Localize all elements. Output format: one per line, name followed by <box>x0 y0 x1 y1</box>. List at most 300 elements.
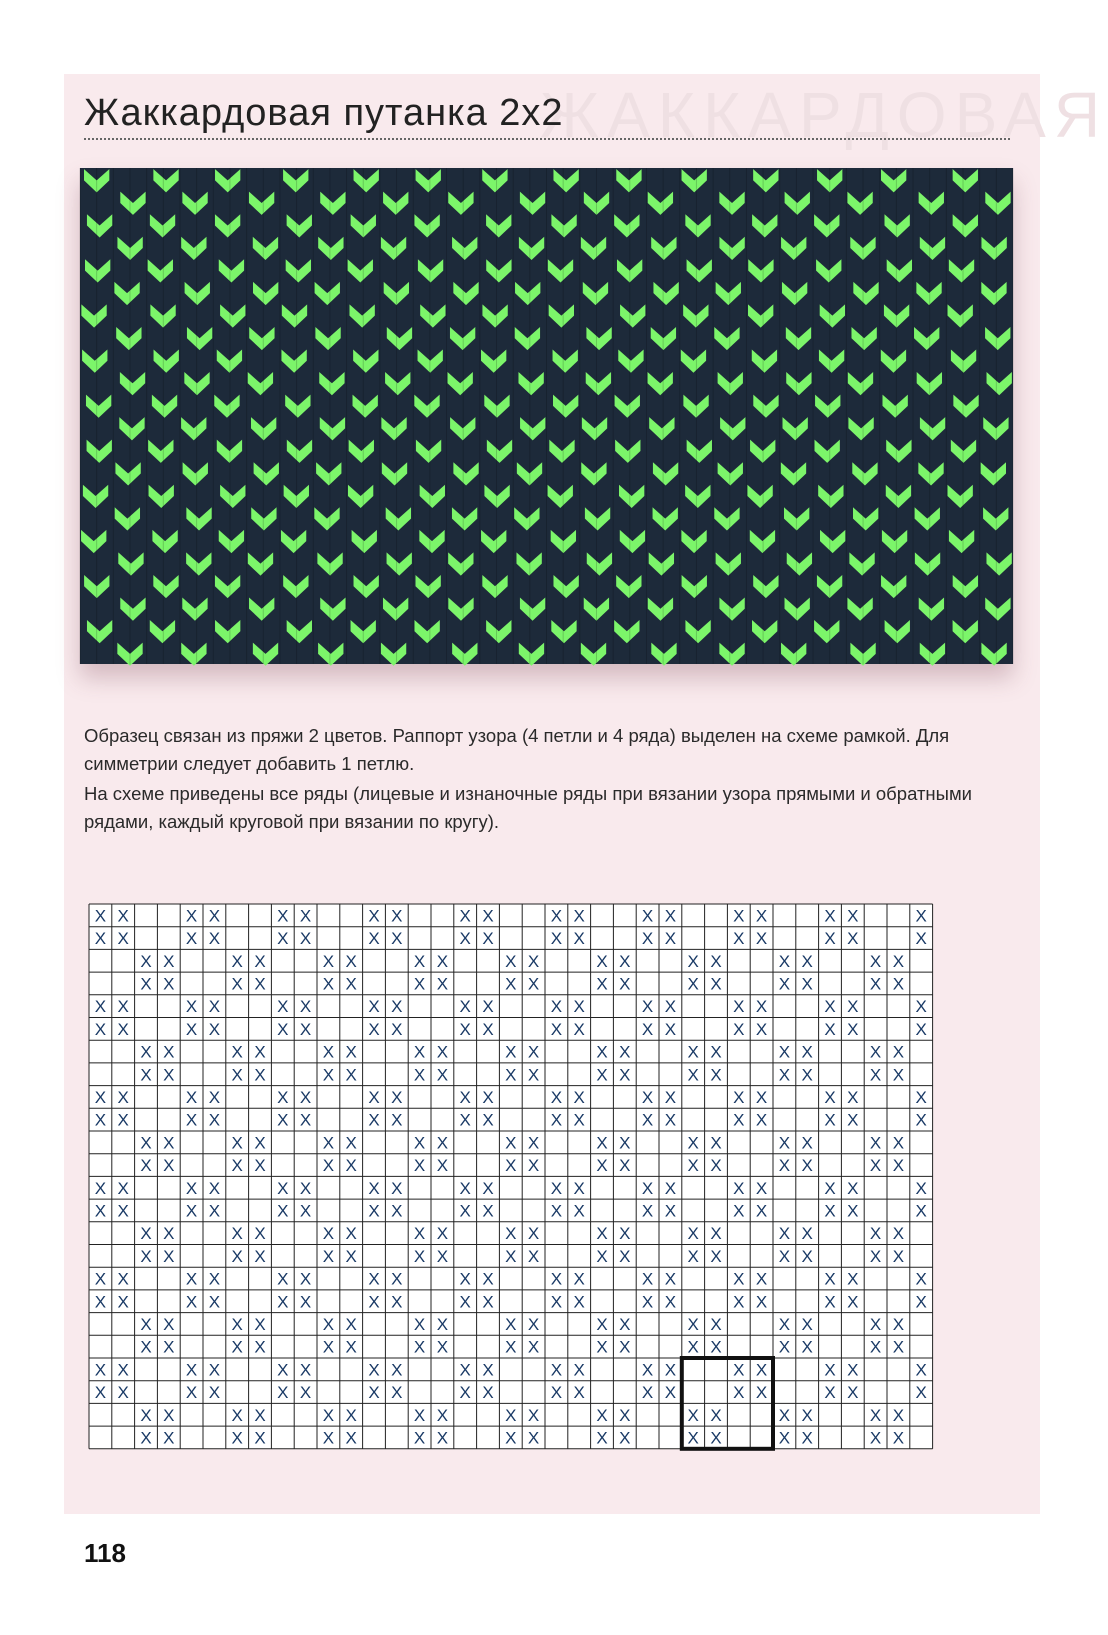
stitch-symbol-x: X <box>573 906 585 926</box>
stitch-symbol-x: X <box>892 1224 905 1244</box>
stitch-symbol-x: X <box>733 1019 745 1039</box>
stitch-symbol-x: X <box>482 1178 494 1198</box>
stitch-symbol-x: X <box>778 1042 791 1062</box>
stitch-symbol-x: X <box>163 1405 175 1425</box>
stitch-symbol-x: X <box>755 1110 768 1130</box>
stitch-symbol-x: X <box>801 1405 813 1425</box>
stitch-symbol-x: X <box>436 1156 449 1176</box>
stitch-symbol-x: X <box>664 1110 677 1130</box>
stitch-symbol-x: X <box>345 1156 357 1176</box>
stitch-symbol-x: X <box>892 1246 905 1266</box>
stitch-symbol-x: X <box>641 1019 654 1039</box>
stitch-symbol-x: X <box>824 1087 836 1107</box>
stitch-symbol-x: X <box>436 1065 449 1085</box>
stitch-symbol-x: X <box>185 929 198 949</box>
stitch-symbol-x: X <box>505 974 517 994</box>
stitch-symbol-x: X <box>140 1337 152 1357</box>
stitch-symbol-x: X <box>94 1383 107 1403</box>
stitch-symbol-x: X <box>94 1019 107 1039</box>
stitch-symbol-x: X <box>824 1292 836 1312</box>
stitch-symbol-x: X <box>733 1201 745 1221</box>
stitch-symbol-x: X <box>892 974 905 994</box>
stitch-symbol-x: X <box>368 1110 380 1130</box>
stitch-symbol-x: X <box>550 997 563 1017</box>
stitch-symbol-x: X <box>436 1224 449 1244</box>
stitch-symbol-x: X <box>94 906 107 926</box>
stitch-symbol-x: X <box>368 1178 380 1198</box>
stitch-symbol-x: X <box>687 1428 699 1448</box>
stitch-symbol-x: X <box>573 1087 585 1107</box>
stitch-symbol-x: X <box>755 906 768 926</box>
stitch-symbol-x: X <box>733 929 745 949</box>
stitch-symbol-x: X <box>573 1269 585 1289</box>
stitch-symbol-x: X <box>482 1269 494 1289</box>
stitch-symbol-x: X <box>391 906 403 926</box>
stitch-symbol-x: X <box>482 929 494 949</box>
stitch-symbol-x: X <box>527 1065 540 1085</box>
stitch-symbol-x: X <box>710 1428 722 1448</box>
stitch-symbol-x: X <box>847 1269 859 1289</box>
stitch-symbol-x: X <box>596 1314 608 1334</box>
stitch-symbol-x: X <box>391 929 403 949</box>
stitch-symbol-x: X <box>550 929 563 949</box>
stitch-symbol-x: X <box>163 974 175 994</box>
stitch-symbol-x: X <box>459 1019 471 1039</box>
stitch-symbol-x: X <box>824 1019 836 1039</box>
stitch-symbol-x: X <box>550 1110 563 1130</box>
stitch-symbol-x: X <box>322 1224 335 1244</box>
stitch-symbol-x: X <box>413 1156 426 1176</box>
stitch-symbol-x: X <box>208 1383 221 1403</box>
stitch-symbol-x: X <box>208 1269 221 1289</box>
stitch-symbol-x: X <box>733 1087 745 1107</box>
stitch-symbol-x: X <box>664 1360 677 1380</box>
stitch-symbol-x: X <box>459 1269 471 1289</box>
stitch-symbol-x: X <box>596 1133 608 1153</box>
stitch-symbol-x: X <box>391 997 403 1017</box>
stitch-symbol-x: X <box>892 951 905 971</box>
stitch-symbol-x: X <box>163 1065 175 1085</box>
stitch-symbol-x: X <box>208 1019 221 1039</box>
stitch-symbol-x: X <box>254 1224 266 1244</box>
stitch-symbol-x: X <box>778 1246 791 1266</box>
stitch-symbol-x: X <box>801 974 813 994</box>
stitch-symbol-x: X <box>208 906 221 926</box>
stitch-symbol-x: X <box>459 1292 471 1312</box>
stitch-symbol-x: X <box>368 997 380 1017</box>
stitch-symbol-x: X <box>117 1019 129 1039</box>
stitch-symbol-x: X <box>801 1314 813 1334</box>
stitch-symbol-x: X <box>117 929 129 949</box>
stitch-symbol-x: X <box>436 1042 449 1062</box>
stitch-symbol-x: X <box>322 1065 335 1085</box>
stitch-symbol-x: X <box>185 1383 198 1403</box>
stitch-symbol-x: X <box>778 1314 791 1334</box>
stitch-symbol-x: X <box>482 1201 494 1221</box>
stitch-symbol-x: X <box>140 1042 152 1062</box>
stitch-symbol-x: X <box>185 1087 198 1107</box>
stitch-symbol-x: X <box>117 1178 129 1198</box>
stitch-symbol-x: X <box>299 929 312 949</box>
stitch-symbol-x: X <box>687 1405 699 1425</box>
stitch-symbol-x: X <box>892 1314 905 1334</box>
stitch-symbol-x: X <box>527 974 540 994</box>
stitch-symbol-x: X <box>915 1201 927 1221</box>
stitch-symbol-x: X <box>94 1087 107 1107</box>
stitch-symbol-x: X <box>619 1314 631 1334</box>
stitch-symbol-x: X <box>550 1019 563 1039</box>
stitch-symbol-x: X <box>208 1201 221 1221</box>
stitch-symbol-x: X <box>231 1065 243 1085</box>
stitch-symbol-x: X <box>869 1246 882 1266</box>
stitch-symbol-x: X <box>573 1178 585 1198</box>
stitch-symbol-x: X <box>459 1110 471 1130</box>
description-paragraph-2: На схеме приведены все ряды (лицевые и изнаночные ряды при вязании узора прямыми и обратными рядами, каждый круговой при вязании по кругу). <box>84 783 972 832</box>
stitch-symbol-x: X <box>254 1156 266 1176</box>
stitch-symbol-x: X <box>710 1405 722 1425</box>
stitch-symbol-x: X <box>391 1360 403 1380</box>
knit-photo-canvas <box>80 168 1013 664</box>
stitch-symbol-x: X <box>117 1383 129 1403</box>
stitch-symbol-x: X <box>778 1337 791 1357</box>
stitch-symbol-x: X <box>231 951 243 971</box>
stitch-symbol-x: X <box>163 1156 175 1176</box>
stitch-symbol-x: X <box>140 1156 152 1176</box>
stitch-symbol-x: X <box>687 1133 699 1153</box>
stitch-symbol-x: X <box>163 1246 175 1266</box>
stitch-symbol-x: X <box>619 1133 631 1153</box>
stitch-symbol-x: X <box>824 1178 836 1198</box>
stitch-symbol-x: X <box>140 1405 152 1425</box>
stitch-symbol-x: X <box>573 1360 585 1380</box>
stitch-symbol-x: X <box>368 1269 380 1289</box>
stitch-symbol-x: X <box>254 1246 266 1266</box>
stitch-symbol-x: X <box>755 997 768 1017</box>
stitch-symbol-x: X <box>596 1065 608 1085</box>
stitch-symbol-x: X <box>185 997 198 1017</box>
stitch-symbol-x: X <box>710 951 722 971</box>
stitch-symbol-x: X <box>710 1337 722 1357</box>
stitch-symbol-x: X <box>208 1178 221 1198</box>
stitch-symbol-x: X <box>505 1156 517 1176</box>
stitch-symbol-x: X <box>847 1360 859 1380</box>
title-divider <box>84 138 1010 140</box>
stitch-symbol-x: X <box>847 1201 859 1221</box>
stitch-symbol-x: X <box>596 1405 608 1425</box>
stitch-symbol-x: X <box>254 951 266 971</box>
stitch-symbol-x: X <box>527 1042 540 1062</box>
stitch-symbol-x: X <box>687 951 699 971</box>
stitch-symbol-x: X <box>277 1383 289 1403</box>
stitch-symbol-x: X <box>231 1133 243 1153</box>
stitch-symbol-x: X <box>824 929 836 949</box>
stitch-symbol-x: X <box>299 1178 312 1198</box>
stitch-symbol-x: X <box>619 1224 631 1244</box>
stitch-symbol-x: X <box>801 1042 813 1062</box>
stitch-symbol-x: X <box>915 1087 927 1107</box>
stitch-symbol-x: X <box>117 1292 129 1312</box>
page-title: Жаккардовая путанка 2x2 <box>84 92 564 134</box>
stitch-symbol-x: X <box>778 1405 791 1425</box>
stitch-symbol-x: X <box>231 974 243 994</box>
stitch-symbol-x: X <box>641 997 654 1017</box>
stitch-symbol-x: X <box>459 1087 471 1107</box>
stitch-symbol-x: X <box>527 1428 540 1448</box>
stitch-symbol-x: X <box>664 1201 677 1221</box>
stitch-symbol-x: X <box>687 1224 699 1244</box>
stitch-symbol-x: X <box>687 1042 699 1062</box>
stitch-symbol-x: X <box>299 997 312 1017</box>
stitch-symbol-x: X <box>345 1337 357 1357</box>
stitch-symbol-x: X <box>801 1246 813 1266</box>
stitch-symbol-x: X <box>892 1042 905 1062</box>
stitch-symbol-x: X <box>710 1065 722 1085</box>
stitch-symbol-x: X <box>755 1269 768 1289</box>
stitch-symbol-x: X <box>619 974 631 994</box>
page-number: 118 <box>84 1538 126 1568</box>
stitch-symbol-x: X <box>733 906 745 926</box>
stitch-symbol-x: X <box>391 1269 403 1289</box>
stitch-symbol-x: X <box>117 1360 129 1380</box>
stitch-symbol-x: X <box>664 1087 677 1107</box>
stitch-symbol-x: X <box>299 1019 312 1039</box>
stitch-symbol-x: X <box>185 1178 198 1198</box>
stitch-symbol-x: X <box>277 1201 289 1221</box>
stitch-symbol-x: X <box>117 906 129 926</box>
stitch-symbol-x: X <box>299 1383 312 1403</box>
stitch-symbol-x: X <box>231 1405 243 1425</box>
stitch-symbol-x: X <box>117 1201 129 1221</box>
stitch-symbol-x: X <box>231 1314 243 1334</box>
stitch-symbol-x: X <box>345 1133 357 1153</box>
stitch-symbol-x: X <box>413 1246 426 1266</box>
stitch-symbol-x: X <box>163 951 175 971</box>
stitch-symbol-x: X <box>231 1156 243 1176</box>
stitch-symbol-x: X <box>573 1201 585 1221</box>
stitch-symbol-x: X <box>163 1042 175 1062</box>
stitch-symbol-x: X <box>527 1133 540 1153</box>
stitch-symbol-x: X <box>345 1042 357 1062</box>
stitch-symbol-x: X <box>391 1383 403 1403</box>
stitch-symbol-x: X <box>185 1201 198 1221</box>
stitch-symbol-x: X <box>208 1360 221 1380</box>
stitch-symbol-x: X <box>550 1360 563 1380</box>
stitch-symbol-x: X <box>847 1292 859 1312</box>
stitch-symbol-x: X <box>299 1110 312 1130</box>
stitch-symbol-x: X <box>277 929 289 949</box>
stitch-symbol-x: X <box>413 951 426 971</box>
stitch-symbol-x: X <box>459 1201 471 1221</box>
stitch-symbol-x: X <box>368 1019 380 1039</box>
stitch-symbol-x: X <box>459 1383 471 1403</box>
stitch-symbol-x: X <box>869 1156 882 1176</box>
stitch-symbol-x: X <box>824 906 836 926</box>
stitch-symbol-x: X <box>436 1314 449 1334</box>
stitch-symbol-x: X <box>778 951 791 971</box>
stitch-symbol-x: X <box>915 1269 927 1289</box>
stitch-symbol-x: X <box>710 1246 722 1266</box>
stitch-symbol-x: X <box>824 1383 836 1403</box>
stitch-symbol-x: X <box>345 1224 357 1244</box>
stitch-symbol-x: X <box>277 1292 289 1312</box>
stitch-symbol-x: X <box>231 1428 243 1448</box>
stitch-symbol-x: X <box>664 1019 677 1039</box>
stitch-symbol-x: X <box>527 1405 540 1425</box>
stitch-symbol-x: X <box>163 1224 175 1244</box>
stitch-symbol-x: X <box>322 1133 335 1153</box>
stitch-symbol-x: X <box>527 1224 540 1244</box>
stitch-symbol-x: X <box>824 1110 836 1130</box>
stitch-symbol-x: X <box>801 1065 813 1085</box>
stitch-symbol-x: X <box>345 974 357 994</box>
stitch-symbol-x: X <box>915 1292 927 1312</box>
stitch-symbol-x: X <box>208 1110 221 1130</box>
stitch-symbol-x: X <box>892 1405 905 1425</box>
stitch-symbol-x: X <box>163 1314 175 1334</box>
stitch-symbol-x: X <box>687 1065 699 1085</box>
stitch-symbol-x: X <box>436 1133 449 1153</box>
stitch-symbol-x: X <box>163 1428 175 1448</box>
stitch-symbol-x: X <box>915 906 927 926</box>
stitch-symbol-x: X <box>915 929 927 949</box>
stitch-symbol-x: X <box>824 1269 836 1289</box>
stitch-symbol-x: X <box>482 1019 494 1039</box>
stitch-symbol-x: X <box>277 1178 289 1198</box>
stitch-symbol-x: X <box>459 906 471 926</box>
stitch-symbol-x: X <box>687 1246 699 1266</box>
stitch-symbol-x: X <box>778 1133 791 1153</box>
header-ghost-text: ЖАККАРДОВАЯ <box>540 79 1108 151</box>
stitch-symbol-x: X <box>869 1065 882 1085</box>
stitch-symbol-x: X <box>550 906 563 926</box>
stitch-symbol-x: X <box>596 951 608 971</box>
stitch-symbol-x: X <box>505 1042 517 1062</box>
stitch-symbol-x: X <box>231 1042 243 1062</box>
stitch-symbol-x: X <box>869 951 882 971</box>
stitch-symbol-x: X <box>482 1110 494 1130</box>
stitch-symbol-x: X <box>801 1337 813 1357</box>
stitch-symbol-x: X <box>710 1314 722 1334</box>
stitch-symbol-x: X <box>733 1360 745 1380</box>
stitch-symbol-x: X <box>505 1133 517 1153</box>
stitch-symbol-x: X <box>413 1428 426 1448</box>
stitch-symbol-x: X <box>892 1156 905 1176</box>
stitch-symbol-x: X <box>345 1428 357 1448</box>
stitch-symbol-x: X <box>915 1110 927 1130</box>
stitch-symbol-x: X <box>368 1201 380 1221</box>
stitch-symbol-x: X <box>94 1110 107 1130</box>
stitch-symbol-x: X <box>231 1224 243 1244</box>
stitch-symbol-x: X <box>550 1292 563 1312</box>
stitch-symbol-x: X <box>299 906 312 926</box>
stitch-symbol-x: X <box>482 1292 494 1312</box>
stitch-symbol-x: X <box>778 1156 791 1176</box>
stitch-symbol-x: X <box>619 951 631 971</box>
stitch-symbol-x: X <box>847 1178 859 1198</box>
stitch-symbol-x: X <box>322 1156 335 1176</box>
stitch-symbol-x: X <box>185 1360 198 1380</box>
stitch-symbol-x: X <box>436 1405 449 1425</box>
stitch-symbol-x: X <box>254 1065 266 1085</box>
stitch-symbol-x: X <box>869 1133 882 1153</box>
stitch-symbol-x: X <box>755 1360 768 1380</box>
stitch-symbol-x: X <box>550 1201 563 1221</box>
stitch-symbol-x: X <box>641 1360 654 1380</box>
stitch-symbol-x: X <box>664 929 677 949</box>
stitch-symbol-x: X <box>710 974 722 994</box>
stitch-symbol-x: X <box>892 1133 905 1153</box>
stitch-symbol-x: X <box>140 951 152 971</box>
stitch-symbol-x: X <box>573 1019 585 1039</box>
stitch-symbol-x: X <box>94 1178 107 1198</box>
stitch-symbol-x: X <box>596 1337 608 1357</box>
stitch-symbol-x: X <box>892 1337 905 1357</box>
stitch-symbol-x: X <box>140 1246 152 1266</box>
stitch-symbol-x: X <box>185 906 198 926</box>
stitch-symbol-x: X <box>573 1292 585 1312</box>
stitch-symbol-x: X <box>436 1337 449 1357</box>
stitch-symbol-x: X <box>368 1087 380 1107</box>
stitch-symbol-x: X <box>527 1314 540 1334</box>
stitch-symbol-x: X <box>847 929 859 949</box>
stitch-symbol-x: X <box>641 1292 654 1312</box>
stitch-symbol-x: X <box>459 1360 471 1380</box>
stitch-symbol-x: X <box>94 929 107 949</box>
stitch-symbol-x: X <box>299 1360 312 1380</box>
stitch-symbol-x: X <box>436 1428 449 1448</box>
stitch-symbol-x: X <box>413 1133 426 1153</box>
stitch-symbol-x: X <box>733 997 745 1017</box>
stitch-symbol-x: X <box>733 1110 745 1130</box>
stitch-symbol-x: X <box>94 1360 107 1380</box>
stitch-symbol-x: X <box>641 1269 654 1289</box>
description-paragraph-1: Образец связан из пряжи 2 цветов. Раппорт узора (4 петли и 4 ряда) выделен на схеме рамкой. Для симметрии следует добавить 1 петлю. <box>84 725 950 774</box>
stitch-symbol-x: X <box>573 1110 585 1130</box>
stitch-symbol-x: X <box>345 1314 357 1334</box>
stitch-symbol-x: X <box>163 1337 175 1357</box>
stitch-symbol-x: X <box>505 1065 517 1085</box>
stitch-symbol-x: X <box>413 974 426 994</box>
stitch-symbol-x: X <box>619 1156 631 1176</box>
stitch-symbol-x: X <box>619 1042 631 1062</box>
stitch-symbol-x: X <box>847 1087 859 1107</box>
stitch-symbol-x: X <box>733 1383 745 1403</box>
stitch-symbol-x: X <box>208 997 221 1017</box>
stitch-symbol-x: X <box>847 997 859 1017</box>
stitch-symbol-x: X <box>687 1337 699 1357</box>
stitch-symbol-x: X <box>368 1383 380 1403</box>
stitch-symbol-x: X <box>710 1224 722 1244</box>
stitch-symbol-x: X <box>140 1224 152 1244</box>
stitch-symbol-x: X <box>778 1065 791 1085</box>
stitch-symbol-x: X <box>231 1337 243 1357</box>
stitch-symbol-x: X <box>391 1019 403 1039</box>
stitch-symbol-x: X <box>596 1156 608 1176</box>
stitch-symbol-x: X <box>391 1292 403 1312</box>
stitch-symbol-x: X <box>847 1019 859 1039</box>
stitch-symbol-x: X <box>573 997 585 1017</box>
stitch-symbol-x: X <box>847 1110 859 1130</box>
stitch-symbol-x: X <box>596 974 608 994</box>
stitch-symbol-x: X <box>733 1292 745 1312</box>
stitch-symbol-x: X <box>277 997 289 1017</box>
stitch-symbol-x: X <box>915 1178 927 1198</box>
stitch-symbol-x: X <box>710 1042 722 1062</box>
stitch-symbol-x: X <box>459 997 471 1017</box>
stitch-symbol-x: X <box>322 1246 335 1266</box>
stitch-symbol-x: X <box>277 1360 289 1380</box>
stitch-symbol-x: X <box>801 1428 813 1448</box>
